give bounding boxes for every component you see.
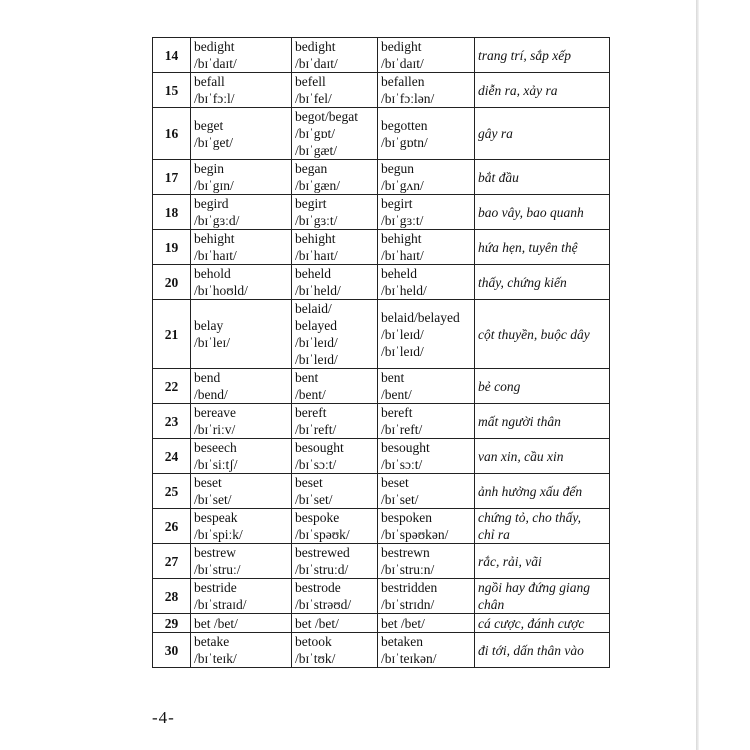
meaning-cell	[475, 265, 610, 300]
table-row	[153, 509, 610, 544]
past-participle-line: begotten	[381, 117, 428, 133]
table-row	[153, 633, 610, 668]
meaning-cell	[475, 369, 610, 404]
past-participle-line: /bɪˈstruːn/	[381, 562, 435, 577]
base-form-cell	[191, 160, 292, 195]
table-row	[153, 579, 610, 614]
base-form-line: beset	[194, 475, 222, 490]
past-simple-line: bestrewed	[295, 545, 350, 560]
row-number: 15	[153, 73, 191, 108]
past-simple-line: /bɪˈgæn/	[295, 178, 341, 193]
past-simple-line: /bɪˈsɔːt/	[295, 457, 337, 472]
base-form-cell	[191, 369, 292, 404]
base-form-line: begin	[194, 161, 224, 176]
row-number: 29	[153, 614, 191, 633]
past-simple-cell	[292, 404, 378, 439]
past-participle-line: bent	[381, 370, 405, 385]
table-row	[153, 38, 610, 73]
table-row	[153, 300, 610, 369]
past-simple-line: /bɪˈspəʊk/	[295, 527, 350, 542]
base-form-line: beseech	[194, 440, 237, 455]
base-form-line: bedight	[194, 39, 235, 54]
row-number: 24	[153, 439, 191, 474]
table-row	[153, 265, 610, 300]
past-participle-line: /bɪˈleɪd/	[381, 343, 424, 359]
meaning-line: ngồi hay đứng giang	[478, 580, 590, 595]
past-simple-line: /bɪˈgɒt/	[295, 126, 336, 141]
past-participle-line: bedight	[381, 39, 422, 54]
past-simple-line: beset	[295, 475, 323, 490]
past-simple-line: /bɪˈreft/	[295, 422, 337, 437]
past-simple-line: bespoke	[295, 510, 340, 525]
base-form-line: befall	[194, 74, 225, 89]
past-simple-line: /bɪˈleɪd/	[295, 335, 338, 350]
table-row	[153, 614, 610, 633]
past-simple-line: begot/begat	[295, 109, 358, 124]
base-form-line: /bɪˈspiːk/	[194, 527, 243, 542]
base-form-line: /bɪˈhoʊld/	[194, 283, 248, 298]
table-row	[153, 474, 610, 509]
base-form-cell	[191, 579, 292, 614]
past-simple-line: befell	[295, 74, 326, 89]
meaning-line: cá cược, đánh cược	[478, 615, 585, 631]
meaning-cell	[475, 73, 610, 108]
past-simple-line: bestrode	[295, 580, 341, 595]
base-form-cell	[191, 509, 292, 544]
table-row	[153, 544, 610, 579]
base-form-line: /bɪˈstruː/	[194, 562, 241, 577]
past-simple-cell	[292, 300, 378, 369]
base-form-cell	[191, 195, 292, 230]
past-participle-line: begun	[381, 161, 414, 176]
past-simple-line: /bɪˈtʊk/	[295, 651, 336, 666]
table-row	[153, 160, 610, 195]
past-participle-line: besought	[381, 440, 430, 455]
meaning-line: mất người thân	[478, 413, 561, 429]
past-participle-line: /bɪˈdaɪt/	[381, 56, 424, 71]
meaning-cell	[475, 509, 610, 544]
past-participle-line: bet /bet/	[381, 615, 425, 631]
past-participle-cell	[378, 544, 475, 579]
past-participle-cell	[378, 614, 475, 633]
meaning-line: đi tới, dấn thân vào	[478, 642, 584, 658]
past-participle-cell	[378, 265, 475, 300]
row-number: 20	[153, 265, 191, 300]
meaning-line: cột thuyền, buộc dây	[478, 326, 590, 342]
past-simple-line: begirt	[295, 196, 327, 211]
past-participle-cell	[378, 474, 475, 509]
table-row	[153, 73, 610, 108]
meaning-line: rắc, rải, vãi	[478, 553, 542, 569]
past-participle-cell	[378, 300, 475, 369]
base-form-cell	[191, 265, 292, 300]
past-simple-line: bent	[295, 370, 319, 385]
base-form-line: /bɪˈfɔːl/	[194, 91, 235, 106]
past-simple-cell	[292, 108, 378, 160]
past-simple-cell	[292, 633, 378, 668]
meaning-line: hứa hẹn, tuyên thệ	[478, 239, 578, 255]
meaning-cell	[475, 160, 610, 195]
base-form-line: /bɪˈriːv/	[194, 422, 236, 437]
past-participle-cell	[378, 439, 475, 474]
past-participle-cell	[378, 369, 475, 404]
past-participle-line: /bɪˈstrɪdn/	[381, 597, 435, 612]
past-simple-cell	[292, 73, 378, 108]
base-form-cell	[191, 474, 292, 509]
base-form-line: /bɪˈteɪk/	[194, 651, 237, 666]
meaning-cell	[475, 439, 610, 474]
past-simple-line: /bɪˈstruːd/	[295, 562, 349, 577]
past-participle-line: /bɪˈheld/	[381, 283, 427, 298]
base-form-line: begird	[194, 196, 229, 211]
base-form-line: /bɪˈdaɪt/	[194, 56, 237, 71]
base-form-line: bet /bet/	[194, 615, 238, 631]
row-number: 19	[153, 230, 191, 265]
base-form-cell	[191, 38, 292, 73]
base-form-line: beget	[194, 117, 224, 133]
base-form-line: /bɪˈset/	[194, 492, 232, 507]
past-participle-cell	[378, 73, 475, 108]
row-number: 21	[153, 300, 191, 369]
past-simple-cell	[292, 195, 378, 230]
base-form-line: bestrew	[194, 545, 236, 560]
past-participle-cell	[378, 108, 475, 160]
past-participle-line: /bɪˈleɪd/	[381, 326, 424, 342]
past-participle-line: beheld	[381, 266, 417, 281]
base-form-line: /bɪˈgɪn/	[194, 178, 234, 193]
base-form-cell	[191, 633, 292, 668]
base-form-line: /bɪˈget/	[194, 134, 233, 150]
past-simple-line: /bɪˈfel/	[295, 91, 332, 106]
past-simple-line: /bɪˈstrəʊd/	[295, 597, 352, 612]
meaning-cell	[475, 579, 610, 614]
meaning-cell	[475, 404, 610, 439]
past-participle-cell	[378, 579, 475, 614]
meaning-line: diễn ra, xảy ra	[478, 82, 558, 98]
past-simple-line: /bɪˈdaɪt/	[295, 56, 338, 71]
row-number: 14	[153, 38, 191, 73]
past-participle-cell	[378, 38, 475, 73]
past-participle-line: /bɪˈsɔːt/	[381, 457, 423, 472]
base-form-line: /bɪˈleɪ/	[194, 335, 230, 350]
meaning-cell	[475, 195, 610, 230]
meaning-cell	[475, 108, 610, 160]
base-form-line: belay	[194, 318, 224, 333]
base-form-line: /bɪˈgɜːd/	[194, 213, 240, 228]
table-row	[153, 195, 610, 230]
base-form-line: bend	[194, 370, 221, 385]
meaning-cell	[475, 300, 610, 369]
past-simple-cell	[292, 265, 378, 300]
base-form-cell	[191, 300, 292, 369]
past-participle-line: /bɪˈreft/	[381, 422, 423, 437]
base-form-line: bespeak	[194, 510, 238, 525]
base-form-line: /bend/	[194, 387, 228, 402]
base-form-line: behight	[194, 231, 235, 246]
past-participle-line: belaid/belayed	[381, 309, 460, 325]
past-simple-line: bedight	[295, 39, 336, 54]
base-form-line: betake	[194, 634, 230, 649]
meaning-cell	[475, 633, 610, 668]
table-row	[153, 439, 610, 474]
irregular-verbs-table	[152, 37, 610, 668]
past-simple-cell	[292, 38, 378, 73]
row-number: 17	[153, 160, 191, 195]
past-simple-line: /bɪˈhaɪt/	[295, 248, 338, 263]
past-participle-line: bestridden	[381, 580, 438, 595]
row-number: 25	[153, 474, 191, 509]
past-participle-line: bereft	[381, 405, 413, 420]
meaning-line: chứng tỏ, cho thấy,	[478, 510, 581, 525]
past-participle-line: /bent/	[381, 387, 412, 402]
row-number: 30	[153, 633, 191, 668]
meaning-cell	[475, 474, 610, 509]
past-participle-line: bespoken	[381, 510, 432, 525]
base-form-line: /bɪˈhaɪt/	[194, 248, 237, 263]
past-participle-line: /bɪˈhaɪt/	[381, 248, 424, 263]
past-simple-line: /bɪˈgɜːt/	[295, 213, 338, 228]
meaning-line: gây ra	[478, 126, 513, 141]
row-number: 28	[153, 579, 191, 614]
base-form-line: bestride	[194, 580, 237, 595]
base-form-line: bereave	[194, 405, 236, 420]
past-simple-cell	[292, 544, 378, 579]
past-simple-line: /bent/	[295, 387, 326, 402]
past-participle-cell	[378, 404, 475, 439]
meaning-cell	[475, 614, 610, 633]
past-simple-line: /bɪˈheld/	[295, 283, 341, 298]
base-form-line: behold	[194, 266, 231, 281]
verb-rows	[153, 38, 610, 668]
meaning-line: van xin, cầu xin	[478, 448, 564, 464]
past-simple-line: /bɪˈleɪd/	[295, 352, 338, 367]
past-simple-cell	[292, 230, 378, 265]
past-simple-line: bereft	[295, 405, 327, 420]
past-simple-cell	[292, 439, 378, 474]
meaning-cell	[475, 230, 610, 265]
past-participle-line: behight	[381, 231, 422, 246]
base-form-cell	[191, 544, 292, 579]
base-form-line: /bɪˈsiːtʃ/	[194, 457, 238, 472]
past-simple-cell	[292, 369, 378, 404]
past-simple-line: belayed	[295, 318, 337, 333]
meaning-line: chân	[478, 597, 505, 612]
past-simple-line: /bɪˈgæt/	[295, 143, 338, 158]
past-participle-line: begirt	[381, 196, 413, 211]
past-simple-line: began	[295, 161, 328, 176]
past-participle-line: befallen	[381, 74, 425, 89]
row-number: 27	[153, 544, 191, 579]
meaning-cell	[475, 38, 610, 73]
base-form-cell	[191, 404, 292, 439]
past-simple-line: behight	[295, 231, 336, 246]
past-participle-line: /bɪˈfɔːlən/	[381, 91, 435, 106]
past-simple-cell	[292, 474, 378, 509]
past-simple-line: belaid/	[295, 301, 332, 316]
past-simple-cell	[292, 509, 378, 544]
row-number: 18	[153, 195, 191, 230]
row-number: 16	[153, 108, 191, 160]
table-row	[153, 230, 610, 265]
past-participle-line: /bɪˈgɒtn/	[381, 134, 428, 150]
past-participle-cell	[378, 509, 475, 544]
past-participle-line: /bɪˈspəʊkən/	[381, 527, 449, 542]
meaning-line: chỉ ra	[478, 527, 510, 542]
past-simple-line: betook	[295, 634, 332, 649]
meaning-cell	[475, 544, 610, 579]
past-participle-line: beset	[381, 475, 409, 490]
past-participle-line: bestrewn	[381, 545, 430, 560]
meaning-line: bắt đầu	[478, 169, 519, 185]
past-simple-line: besought	[295, 440, 344, 455]
past-simple-cell	[292, 579, 378, 614]
base-form-line: /bɪˈstraɪd/	[194, 597, 247, 612]
past-simple-cell	[292, 614, 378, 633]
base-form-cell	[191, 230, 292, 265]
past-simple-line: bet /bet/	[295, 615, 339, 631]
page-edge-shadow	[696, 0, 699, 750]
past-participle-line: /bɪˈgɜːt/	[381, 213, 424, 228]
past-simple-cell	[292, 160, 378, 195]
base-form-cell	[191, 439, 292, 474]
row-number: 23	[153, 404, 191, 439]
row-number: 22	[153, 369, 191, 404]
past-participle-cell	[378, 160, 475, 195]
past-participle-line: /bɪˈgʌn/	[381, 178, 424, 193]
table-row	[153, 108, 610, 160]
past-participle-cell	[378, 230, 475, 265]
base-form-cell	[191, 108, 292, 160]
past-participle-cell	[378, 633, 475, 668]
meaning-line: trang trí, sắp xếp	[478, 47, 571, 63]
base-form-cell	[191, 73, 292, 108]
table-row	[153, 369, 610, 404]
meaning-line: bẻ cong	[478, 378, 521, 394]
base-form-cell	[191, 614, 292, 633]
past-participle-line: /bɪˈset/	[381, 492, 419, 507]
past-simple-line: /bɪˈset/	[295, 492, 333, 507]
meaning-line: thấy, chứng kiến	[478, 274, 567, 290]
meaning-line: ảnh hưởng xấu đến	[478, 483, 583, 499]
past-simple-line: beheld	[295, 266, 331, 281]
past-participle-line: betaken	[381, 634, 423, 649]
page-number: -4-	[152, 708, 175, 727]
past-participle-cell	[378, 195, 475, 230]
past-participle-line: /bɪˈteɪkən/	[381, 651, 437, 666]
row-number: 26	[153, 509, 191, 544]
meaning-line: bao vây, bao quanh	[478, 204, 584, 220]
table-row	[153, 404, 610, 439]
